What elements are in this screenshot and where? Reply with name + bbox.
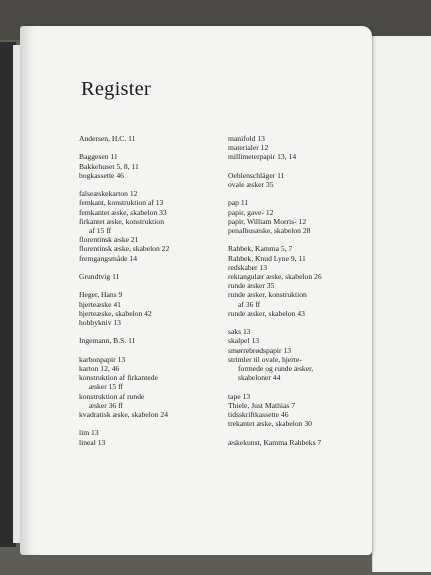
opposite-page (372, 36, 431, 572)
index-entry: runde æsker 35 (228, 281, 275, 291)
index-entry: materialer 12 (228, 143, 269, 153)
index-entry: kvadratisk æske, skabelon 24 (79, 410, 169, 419)
index-entry: rektangulær æske, skabelon 26 (228, 272, 322, 281)
index-entry: tidsskriftkassette 46 (228, 410, 289, 420)
index-entry: smørrebrødspapir 13 (228, 345, 292, 355)
index-entry: manifold 13 (228, 134, 265, 143)
index-entry: papir, gave- 12 (228, 207, 274, 217)
index-entry: Thiele, Just Mathias 7 (228, 400, 296, 410)
index-column-left (79, 134, 229, 447)
index-entry: af 15 ff (89, 226, 112, 235)
index-entry: femkantet æske, skabelon 33 (79, 207, 167, 217)
index-entry: redskaber 13 (228, 262, 268, 272)
index-entry: Grundtvig 11 (79, 272, 120, 281)
index-entry: strimler til ovale, hjerte- (228, 354, 302, 364)
index-entry: Ingemann, B.S. 11 (79, 336, 136, 346)
index-entry: karton 12, 46 (79, 363, 120, 373)
index-entry: hjerteæske 41 (79, 299, 121, 309)
index-entry: Rahbek, Knud Lyne 9, 11 (228, 253, 306, 263)
index-entry: florentinsk æske 21 (79, 235, 139, 245)
index-entry: lineal 13 (79, 437, 106, 447)
index-entry: konstruktion af firkantede (79, 373, 158, 383)
index-entry: æsker 15 ff (89, 382, 124, 392)
index-entry: penalhusæske, skabelon 28 (228, 226, 311, 235)
index-entry: florentinsk æske, skabelon 22 (79, 244, 170, 254)
index-entry: skalpel 13 (228, 336, 260, 346)
index-entry: hjerteæske, skabelon 42 (79, 308, 152, 318)
index-entry: bogkassette 46 (79, 170, 124, 180)
index-entry: falseæskekarton 12 (79, 189, 138, 199)
index-entry: femkant, konstruktion af 13 (79, 198, 164, 208)
index-entry: Bakkehuset 5, 8, 11 (79, 161, 139, 171)
index-entry: konstruktion af runde (79, 391, 145, 401)
index-entry: Oehlenschläger 11 (228, 170, 285, 180)
index-entry: æskekunst, Kamma Rahbeks 7 (228, 437, 322, 447)
index-entry: skabeloner 44 (238, 373, 281, 383)
index-entry: Rahbek, Kamma 5, 7 (228, 244, 293, 254)
book-page-edges (13, 45, 20, 543)
book-page (20, 26, 372, 555)
index-entry: Heger, Hans 9 (79, 290, 123, 300)
index-entry: runde æsker, konstruktion (228, 290, 307, 300)
index-entry: tape 13 (228, 391, 251, 401)
index-entry: hobbykniv 13 (79, 318, 121, 327)
index-entry: karbonpapir 13 (79, 354, 126, 364)
index-entry: papir, William Morris- 12 (228, 216, 307, 226)
index-entry: formede og runde æsker, (238, 364, 314, 374)
index-entry: Baggesen 11 (79, 152, 118, 162)
index-entry: fremgangsmåde 14 (79, 253, 137, 263)
index-entry: firkantet æske, konstruktion (79, 216, 164, 226)
index-entry: æsker 36 ff (89, 400, 124, 410)
index-entry: trekantet æske, skabelon 30 (228, 419, 312, 429)
page-title: Register (81, 78, 151, 100)
index-entry: lim 13 (79, 428, 99, 438)
index-entry: ovale æsker 35 (228, 180, 274, 189)
index-entry: millimeterpapir 13, 14 (228, 152, 297, 162)
index-entry: Andersen, H.C. 11 (79, 134, 136, 143)
index-entry: af 36 ff (238, 299, 261, 309)
index-entry: runde æsker, skabelon 43 (228, 308, 305, 318)
index-column-right (228, 134, 378, 447)
index-entry: pap 11 (228, 198, 249, 208)
index-entry: saks 13 (228, 327, 251, 337)
